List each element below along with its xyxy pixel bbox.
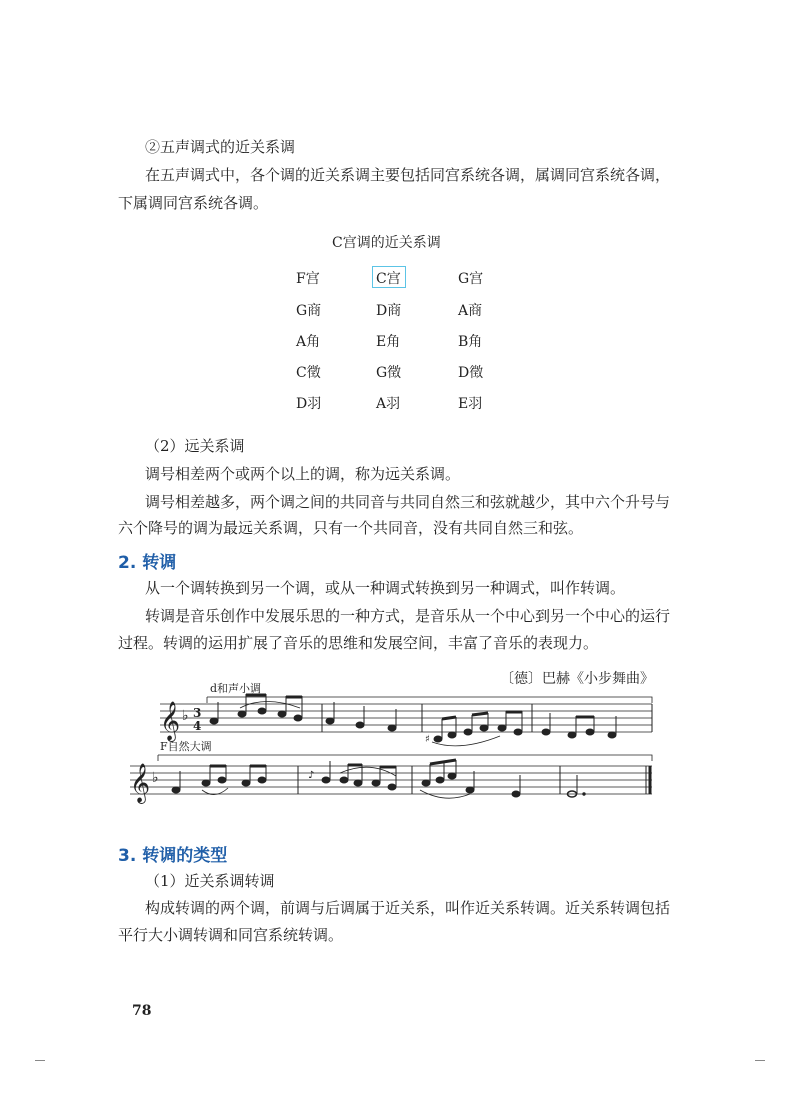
table-cell: G徵 (376, 365, 402, 381)
flat-icon: ♭ (152, 770, 159, 786)
svg-text:♯: ♯ (425, 734, 430, 745)
table-cell: A羽 (376, 396, 401, 412)
far-relation-para2-line2: 六个降号的调为最远关系调，只有一个共同音，没有共同自然三和弦。 (118, 519, 584, 537)
table-cell: D徵 (458, 365, 484, 381)
pentatonic-heading: ②五声调式的近关系调 (145, 138, 296, 156)
flat-icon: ♭ (182, 708, 189, 724)
table-cell: A商 (458, 303, 483, 319)
far-relation-para1: 调号相差两个或两个以上的调，称为远关系调。 (145, 465, 461, 483)
modulation-para2-line2: 过程。转调的运用扩展了音乐的思维和发展空间，丰富了音乐的表现力。 (118, 634, 599, 652)
pentatonic-paragraph-line2: 下属调同宫系统各调。 (118, 194, 269, 212)
treble-clef-icon: 𝄞 (130, 763, 151, 803)
page-number: 78 (132, 1003, 152, 1019)
time-sig-top: 3 (193, 706, 202, 720)
table-cell: E羽 (458, 396, 483, 412)
modulation-para2-line1: 转调是音乐创作中发展乐思的一种方式，是音乐从一个中心到另一个中心的运行 (145, 607, 671, 625)
music-attribution: 〔德〕巴赫《小步舞曲》 (500, 671, 654, 687)
table-cell: G商 (296, 303, 322, 319)
table-cell: F宫 (296, 271, 320, 287)
table-cell: G宫 (458, 271, 484, 287)
table-cell: E角 (376, 334, 401, 350)
table-cell: C徵 (296, 365, 321, 381)
table-cell: D商 (376, 303, 402, 319)
table-cell: A角 (296, 334, 321, 350)
table-cell: C宫 (376, 271, 401, 287)
near-relation-subheading: （1）近关系调转调 (145, 872, 275, 890)
score-label-top: d和声小调 (210, 682, 262, 695)
time-sig-bottom: 4 (193, 719, 202, 733)
table-title: C宫调的近关系调 (332, 235, 441, 251)
far-relation-para2-line1: 调号相差越多，两个调之间的共同音与共同自然三和弦就越少，其中六个升号与 (145, 493, 671, 511)
modulation-types-heading: 3. 转调的类型 (118, 846, 228, 866)
modulation-para1: 从一个调转换到另一个调，或从一种调式转换到另一种调式，叫作转调。 (145, 579, 626, 597)
near-relation-para-line1: 构成转调的两个调，前调与后调属于近关系，叫作近关系转调。近关系转调包括 (145, 899, 671, 917)
table-cell: D羽 (296, 396, 322, 412)
pentatonic-paragraph-line1: 在五声调式中，各个调的近关系调主要包括同宫系统各调，属调同宫系统各调， (145, 166, 671, 184)
table-cell: B角 (458, 334, 483, 350)
crop-mark-right (755, 1060, 765, 1061)
near-relation-para-line2: 平行大小调转调和同宫系统转调。 (118, 926, 344, 944)
music-score (0, 680, 800, 810)
crop-mark-left (35, 1060, 45, 1061)
svg-text:♪: ♪ (308, 770, 315, 781)
score-label-bottom: F自然大调 (160, 740, 212, 753)
far-relation-heading: （2）远关系调 (145, 437, 245, 455)
modulation-heading: 2. 转调 (118, 553, 177, 573)
treble-clef-icon: 𝄞 (160, 701, 181, 741)
